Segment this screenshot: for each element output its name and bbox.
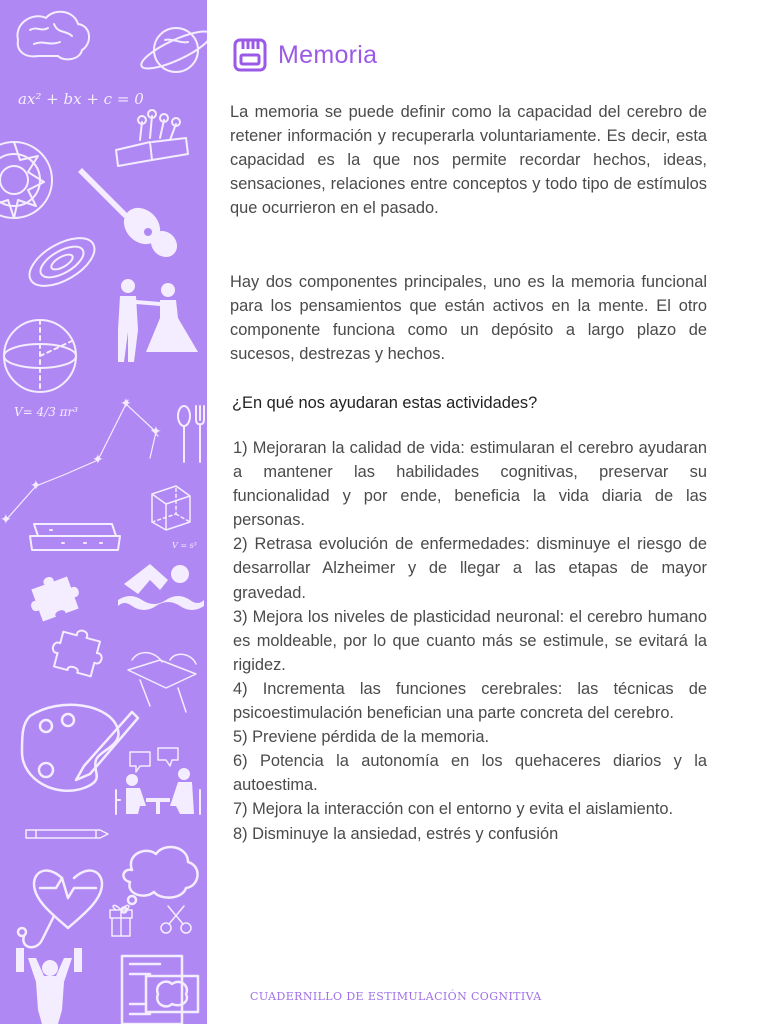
page-header	[232, 36, 377, 74]
puzzle-piece-icon	[24, 569, 85, 624]
list-item: 5) Previene pérdida de la memoria.	[233, 728, 490, 747]
intro-paragraph: La memoria se puede definir como la capacidad del cerebro de retener información y recuperarla voluntariamente. Es decir, esta capacidad es la que nos permite recordar hechos, ideas, sensaciones, relaciones entre conceptos y todo tipo de estímulos que ocurrieron en el pasado.	[230, 103, 707, 218]
spoon-icon	[178, 406, 190, 462]
memory-card-icon	[232, 37, 268, 73]
sphere-volume-formula: V= 4/3 πr³	[14, 405, 79, 419]
brain-icon	[17, 12, 89, 60]
svg-text:✦: ✦	[120, 395, 132, 411]
mandala-icon	[0, 142, 52, 218]
thought-bubble-icon	[122, 847, 198, 912]
benefits-list	[233, 436, 707, 846]
open-book-flowers-icon	[116, 110, 188, 166]
cube-volume-formula: V = s³	[172, 541, 197, 550]
stacked-books-icon	[30, 524, 120, 550]
components-paragraph: Hay dos componentes principales, uno es la memoria funcional para los pensamientos que están activos en la mente. El otro componente funciona como un depósito a largo plazo de sucesos, destrezas y hechos.	[230, 273, 707, 364]
pencil-icon	[26, 830, 108, 838]
paint-palette-icon	[22, 705, 138, 791]
svg-text:✦: ✦	[92, 451, 104, 467]
planet-icon	[137, 25, 207, 75]
quadratic-formula: ax² + bx + c = 0	[18, 90, 144, 108]
footer-caption: CUADERNILLO DE ESTIMULACIÓN COGNITIVA	[250, 990, 542, 1003]
brain-tablet-icon	[122, 956, 198, 1024]
cube-icon	[152, 486, 190, 530]
question-heading: ¿En qué nos ayudaran estas actividades?	[232, 394, 538, 412]
list-item: 3) Mejora los niveles de plasticidad neuronal: el cerebro humano es moldeable, por lo que cuanto más se estimule, se evitará la rigidez.	[233, 607, 707, 674]
scissors-icon	[161, 906, 191, 933]
fork-icon	[196, 406, 204, 462]
reading-hands-icon	[128, 653, 196, 712]
swimmer-icon	[118, 564, 204, 610]
weightlifter-icon	[16, 948, 82, 1024]
svg-text:✦: ✦	[150, 423, 162, 439]
main-content	[230, 0, 707, 1024]
list-item: 8) Disminuye la ansiedad, estrés y confusión	[233, 824, 559, 843]
svg-text:✦: ✦	[30, 477, 42, 493]
list-item: 2) Retrasa evolución de enfermedades: disminuye el riesgo de desarrollar Alzheimer y de llegar a las etapas de mayor gravedad.	[233, 535, 707, 602]
dancing-couple-icon	[118, 279, 198, 362]
list-item: 7) Mejora la interacción con el entorno y evita el aislamiento.	[233, 800, 674, 819]
spiral-galaxy-icon	[22, 228, 102, 295]
gift-icon	[110, 905, 132, 936]
puzzle-piece-outline-icon	[48, 624, 107, 678]
list-item: 6) Potencia la autonomía en los quehaceres diarios y la autoestima.	[233, 752, 707, 795]
heart-stethoscope-icon	[18, 871, 102, 948]
page-title: Memoria	[278, 40, 378, 69]
list-item: 1) Mejoraran la calidad de vida: estimularan el cerebro ayudaran a mantener las habilidades cognitivas, preservar su funcionalidad y por ende, beneficia la vida diaria de las personas.	[233, 439, 707, 530]
people-talking-icon	[116, 748, 200, 814]
sphere-icon	[4, 320, 76, 392]
decorative-sidebar	[0, 0, 207, 1024]
svg-text:✦: ✦	[0, 511, 12, 527]
list-item: 4) Incrementa las funciones cerebrales: las técnicas de psicoestimulación benefician una parte concreta del cerebro.	[233, 679, 707, 723]
